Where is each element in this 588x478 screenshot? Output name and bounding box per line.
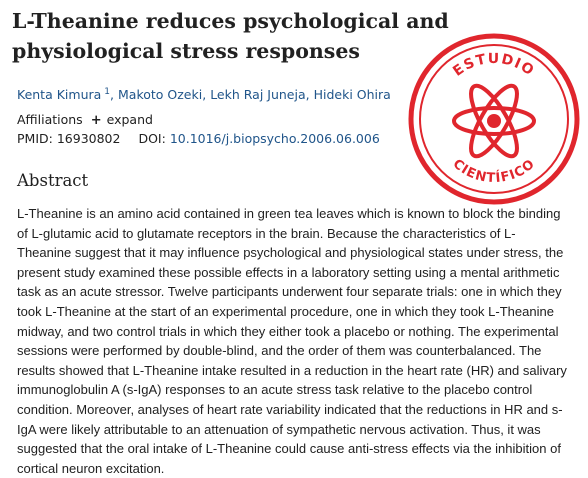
author-separator: , xyxy=(110,87,115,102)
identifiers-row xyxy=(17,130,380,147)
author-link[interactable]: Lekh Raj Juneja xyxy=(210,87,306,102)
author-separator: , xyxy=(202,87,207,102)
author-list xyxy=(17,84,391,103)
plus-icon[interactable]: + xyxy=(90,113,102,128)
affiliation-ref[interactable]: 1 xyxy=(104,87,111,97)
stamp-top-text: ESTUDIO xyxy=(450,50,538,80)
article-title: L-Theanine reduces psychological and physiological stress responses xyxy=(12,9,449,63)
affiliations-label: Affiliations xyxy=(17,112,83,127)
doi-label: DOI: xyxy=(138,131,166,146)
estudio-cientifico-stamp xyxy=(408,33,580,205)
pmid-label: PMID: xyxy=(17,131,53,146)
author-separator: , xyxy=(305,87,310,102)
doi-link[interactable]: 10.1016/j.biopsycho.2006.06.006 xyxy=(169,131,380,146)
stamp-bottom-text: CIENTÍFICO xyxy=(449,156,539,187)
author-link[interactable]: Makoto Ozeki xyxy=(118,87,203,102)
author-link[interactable]: Hideki Ohira xyxy=(313,87,391,102)
pmid-value: 16930802 xyxy=(56,131,121,146)
expand-button[interactable]: expand xyxy=(106,112,153,127)
affiliations-row xyxy=(17,111,153,129)
abstract-heading: Abstract xyxy=(17,171,89,190)
abstract-text: L-Theanine is an amino acid contained in green tea leaves which is known to block the binding of L-glutamic acid to glutamate receptors in the brain. Because the characteristics of L-Theanine suggest that it may influence psychological and physiological states under stress, the present study examined these possible effects in a laboratory setting using a mental arithmetic task as an acute stressor. Twelve participants underwent four separate trials: one in which they took L-Theanine at the start of an experimental procedure, one in which they took L-Theanine midway, and two control trials in which they either took a placebo or nothing. The experimental sessions were performed by double-blind, and the order of them was counterbalanced. The results showed that L-Theanine intake resulted in a reduction in the heart rate (HR) and salivary immunoglobulin A (s-IgA) responses to an acute stress task relative to the placebo control condition. Moreover, analyses of heart rate variability indicated that the reductions in HR and s-IgA were likely attributable to an attenuation of sympathetic nervous activation. Thus, it was suggested that the oral intake of L-Theanine could cause anti-stress effects via the inhibition of cortical neuron excitation. xyxy=(17,206,567,476)
author-link[interactable]: Kenta Kimura xyxy=(17,87,102,102)
